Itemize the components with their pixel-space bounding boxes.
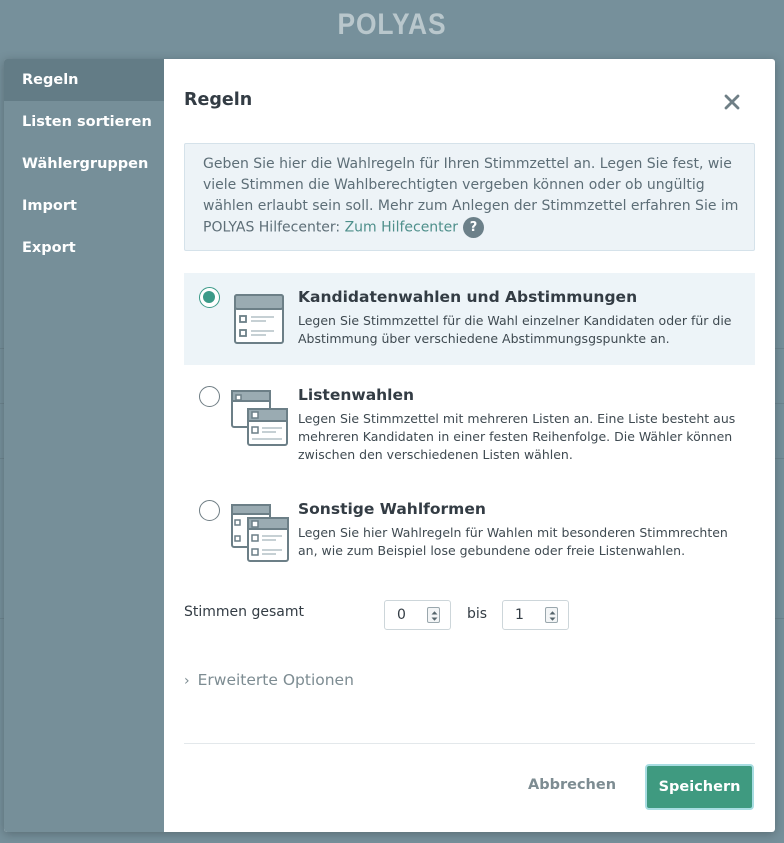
option-description: Legen Sie hier Wahlregeln für Wahlen mit besonderen Stimmrechten an, wie zum Beispiel lose gebundene oder freie Listenwahlen. <box>298 525 728 558</box>
footer-divider <box>184 743 755 744</box>
advanced-options-toggle[interactable] <box>184 671 354 689</box>
option-list-elections[interactable] <box>184 377 755 473</box>
radio-list-elections[interactable] <box>199 386 220 407</box>
votes-max-stepper[interactable] <box>502 600 569 630</box>
votes-min-value: 0 <box>397 607 406 623</box>
radio-other-elections[interactable] <box>199 500 220 521</box>
option-title: Kandidatenwahlen und Abstimmungen <box>298 288 638 306</box>
sidebar-item-regeln[interactable]: Regeln <box>4 59 164 101</box>
app-header <box>0 0 784 58</box>
dialog-sidebar <box>4 59 164 832</box>
single-ballot-icon <box>234 294 284 344</box>
polyas-logo: POLYAS <box>337 8 447 41</box>
votes-min-stepper[interactable] <box>384 600 451 630</box>
option-candidate-elections[interactable] <box>184 273 755 365</box>
total-votes-label: Stimmen gesamt <box>184 604 304 620</box>
option-other-elections[interactable] <box>184 491 755 571</box>
multi-lists-icon <box>230 503 290 563</box>
dialog-title: Regeln <box>184 90 253 110</box>
option-title: Listenwahlen <box>298 386 415 404</box>
votes-range-separator: bis <box>467 606 488 622</box>
chevron-right-icon: › <box>184 673 190 689</box>
advanced-options-label: Erweiterte Optionen <box>197 671 354 689</box>
help-icon[interactable]: ? <box>463 217 484 238</box>
save-button[interactable]: Speichern <box>645 764 754 810</box>
sidebar-item-listen-sortieren[interactable]: Listen sortieren <box>22 114 152 130</box>
info-box <box>184 143 755 251</box>
two-lists-icon <box>230 389 290 447</box>
sidebar-item-export[interactable]: Export <box>22 240 76 256</box>
votes-max-value: 1 <box>515 607 524 623</box>
sidebar-item-import[interactable]: Import <box>22 198 77 214</box>
close-icon[interactable] <box>720 90 744 114</box>
spinner-icon[interactable] <box>427 607 440 623</box>
option-title: Sonstige Wahlformen <box>298 500 486 518</box>
option-description: Legen Sie Stimmzettel für die Wahl einzelner Kandidaten oder für die Abstimmung über verschiedene Abstimmungsgspunkte an. <box>298 313 732 346</box>
spinner-icon[interactable] <box>545 607 558 623</box>
radio-candidate-elections[interactable] <box>199 287 220 308</box>
info-text: Geben Sie hier die Wahlregeln für Ihren Stimmzettel an. Legen Sie fest, wie viele Stimmen die Wahlberechtigten vergeben können oder ob ungültig wählen erlaubt sein soll. Mehr zum Anlegen der Stimmzettel erfahren Sie im POLYAS Hilfecenter: <box>203 156 739 236</box>
sidebar-item-waehlergruppen[interactable]: Wählergruppen <box>22 156 149 172</box>
cancel-button[interactable]: Abbrechen <box>528 777 617 793</box>
help-center-link[interactable]: Zum Hilfecenter <box>344 219 459 236</box>
option-description: Legen Sie Stimmzettel mit mehreren Listen an. Eine Liste besteht aus mehreren Kandidaten in einer festen Reihenfolge. Die Wähler können zwischen den verschiedenen Listen wählen. <box>298 411 736 462</box>
dialog-content <box>164 59 775 832</box>
rules-dialog <box>4 59 775 832</box>
